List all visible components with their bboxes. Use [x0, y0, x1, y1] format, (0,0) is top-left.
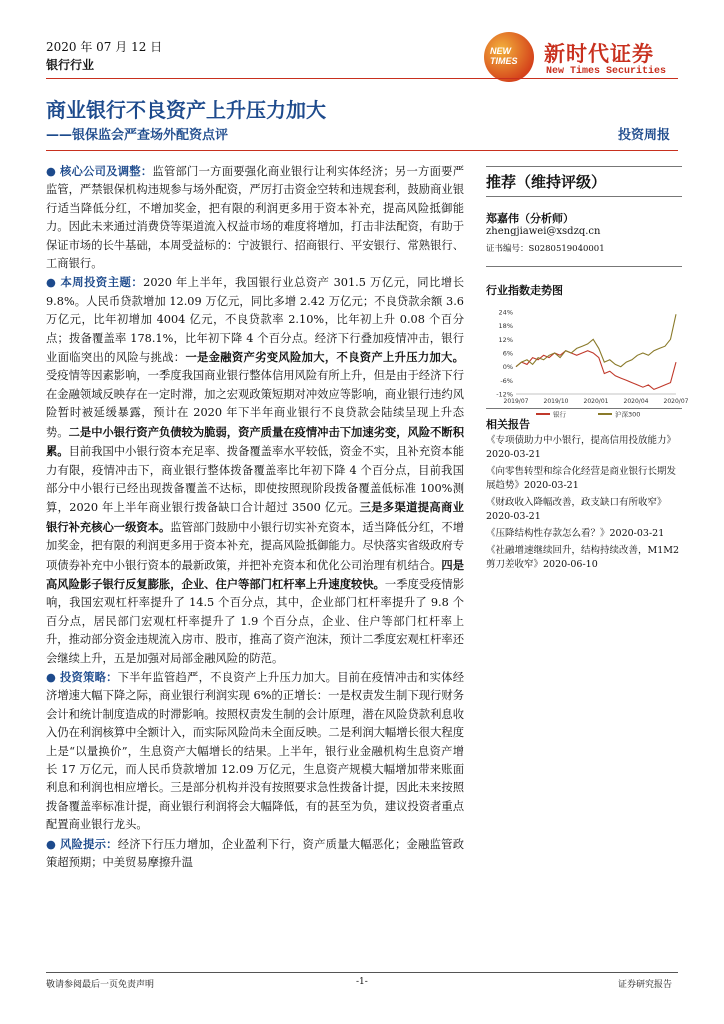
logo-english-name: New Times Securities	[546, 66, 667, 77]
rating: 推荐（维持评级）	[486, 173, 607, 191]
analyst-name: 郑嘉伟（分析师）	[486, 212, 574, 225]
report-subtitle: ——银保监会严查场外配资点评	[46, 128, 229, 143]
series-line-csi300	[516, 314, 676, 366]
footer-disclaimer: 敬请参阅最后一页免责声明	[46, 980, 155, 990]
logo-emblem: NEW TIMES	[484, 32, 534, 82]
related-report[interactable]: 《向零售转型和综合化经营是商业银行长期发展趋势》2020-03-21	[486, 466, 677, 491]
x-tick-label: 2019/07	[503, 398, 529, 405]
sidebar	[486, 162, 689, 622]
chart-title: 行业指数走势图	[486, 284, 563, 297]
header-divider	[46, 78, 678, 79]
y-tick-label: 24%	[498, 308, 513, 317]
related-report[interactable]: 《社融增速继续回升，结构持续改善，M1M2 剪刀差收窄》2020-06-10	[486, 545, 680, 570]
paragraph-risk-warning: ● 风险提示：经济下行压力增加，企业盈利下行，资产质量大幅恶化；金融监管政策超预期；中美贸易摩擦升温	[46, 836, 465, 870]
related-reports-heading: 相关报告	[486, 418, 530, 431]
y-tick-label: 0%	[502, 363, 513, 372]
y-tick-label: 18%	[498, 322, 513, 331]
related-report[interactable]: 《压降结构性存款怎么看？》2020-03-21	[486, 528, 665, 539]
report-title: 商业银行不良资产上升压力加大	[46, 98, 326, 122]
analyst-email: zhengjiawei@xsdzq.cn	[486, 226, 601, 237]
x-tick-label: 2020/07	[663, 398, 689, 405]
paragraph-investment-strategy: ● 投资策略：下半年监管趋严，不良资产上升压力加大。目前在疫情冲击和实体经济增速大幅下降之际，商业银行利润实现 6%的正增长：一是权责发生制下现行财务会计和统计制度造成的时滞影响。按照权责发生制的会计原理，潜在风险贷款利息收入仍在利润核算中全额计入，而实际风险尚未全面反映。二是利润大幅增长很大程度上是“以量换价”，生息资产大幅增长的结果。上半年，银行业金融机构生息资产增长 17 万亿元，而人民币贷款增加 12.09 万亿元，生息资产规模大幅增加带来账面利息和利润也相应增长。三是部分机构并没有按照要求急性拨备计提，因此未来按照拨备覆盖率标准计提，商业银行利润将会大幅降低，有的甚至为负，建议投资者重点配置商业银行龙头。	[46, 669, 465, 832]
footer-label: 证券研究报告	[618, 980, 673, 990]
sidebar-divider	[486, 196, 682, 197]
legend-label: 银行	[553, 410, 566, 419]
sidebar-divider	[486, 408, 682, 409]
series-line-bank	[516, 351, 676, 390]
related-reports-list	[486, 434, 684, 575]
x-tick-label: 2019/10	[543, 398, 569, 405]
report-body	[46, 162, 464, 872]
y-tick-label: -12%	[496, 390, 513, 399]
paragraph-core-companies: ● 核心公司及调整：监管部门一方面要强化商业银行让利实体经济；另一方面要严监管，严禁银保机构违规参与场外配资，严厉打击资金空转和违规套利，鼓励商业银行适当降低分红，不增加奖金，把有限的利润更多用于资本补充，提高风险抵御能力。因此未来通过消费贷等渠道流入权益市场的难度将增加，打击非法配资，有助于保证市场的长牛基础，本周受益标的：宁波银行、招商银行、平安银行、常熟银行、工商银行。	[46, 164, 464, 271]
sidebar-divider	[486, 166, 682, 167]
paragraph-investment-theme: ● 本周投资主题：2020 年上半年，我国银行业总资产 301.5 万亿元，同比增长 9.8%。人民币贷款增加 12.09 万亿元，同比多增 2.42 万亿元；不良贷款余额 3.6 万亿元，比年初增加 4004 亿元，不良贷款率 2.10%，比年初上升 0.08 个百分点；拨备覆盖率 178.1%，比年初下降 4 个百分点。经济下行叠加疫情冲击，银行业面临突出的风险与挑战：一是金融资产劣变风险加大，不良资产上升压力加大。受疫情等因素影响，一季度我国商业银行整体信用风险有所上升，但是由于经济下行在金融领域反映存在一定时滞，加之宏观政策短期对冲效应等影响，商业银行违约风险暂时被延缓暴露，预计在 2020 年下半年商业银行不良贷款会陆续呈现上升态势。二是中小银行资产负债较为脆弱，资产质量在疫情冲击下加速劣变，风险不断积累。目前我国中小银行资本充足率、拨备覆盖率水平较低，资金不实，且补充资本能力有限，疫情冲击下，商业银行整体拨备覆盖率比年初下降 4 个百分点，目前我国部分中小银行已经出现拨备覆盖不达标，即使按照现阶段拨备覆盖低标准 100%测算，2020 年上半年商业银行拨备缺口合计超过 3500 亿元。三是多渠道提高商业银行补充核心一级资本。监管部门鼓励中小银行切实补充资本，适当降低分红，不增加奖金，把有限的利润更多用于资本补充，提高风险抵御能力。尽快落实省级政府专项债券补充中小银行资本的最新政策，并把补充资本和优化公司治理有机结合。四是高风险影子银行反复膨胀，企业、住户等部门杠杆率上升速度较快。一季度受疫情影响，我国宏观杠杆率提升了 14.5 个百分点，其中，企业部门杠杆率提升了 9.8 个百分点，居民部门宏观杠杆率提升了 1.9 个百分点，企业、住户等部门杠杆率上升，推动部分资金违规流入房市、股市，推高了资产泡沫，预计二季度宏观杠杆率还会继续上升，五是加强对局部金融风险的防范。	[46, 275, 465, 665]
y-tick-label: 12%	[498, 335, 513, 344]
footer-divider	[46, 972, 678, 973]
legend-label: 沪深300	[615, 410, 641, 419]
related-report[interactable]: 《财政收入降幅改善，政支缺口有所收窄》2020-03-21	[486, 497, 667, 522]
company-logo	[482, 32, 692, 92]
y-tick-label: -6%	[500, 376, 513, 385]
related-report[interactable]: 《专项债助力中小银行，提高信用投放能力》2020-03-21	[486, 435, 677, 460]
x-tick-label: 2020/04	[623, 398, 649, 405]
sidebar-divider	[486, 266, 682, 267]
industry-label: 银行行业	[46, 58, 95, 72]
x-tick-label: 2020/01	[583, 398, 609, 405]
logo-chinese-name: 新时代证券	[544, 42, 654, 66]
y-tick-label: 6%	[502, 349, 513, 358]
page-number: -1-	[356, 977, 368, 987]
report-date: 2020 年 07 月 12 日	[46, 40, 163, 54]
analyst-cert: 证书编号：S0280519040001	[486, 244, 605, 254]
title-divider	[46, 150, 678, 151]
report-type: 投资周报	[618, 128, 671, 143]
